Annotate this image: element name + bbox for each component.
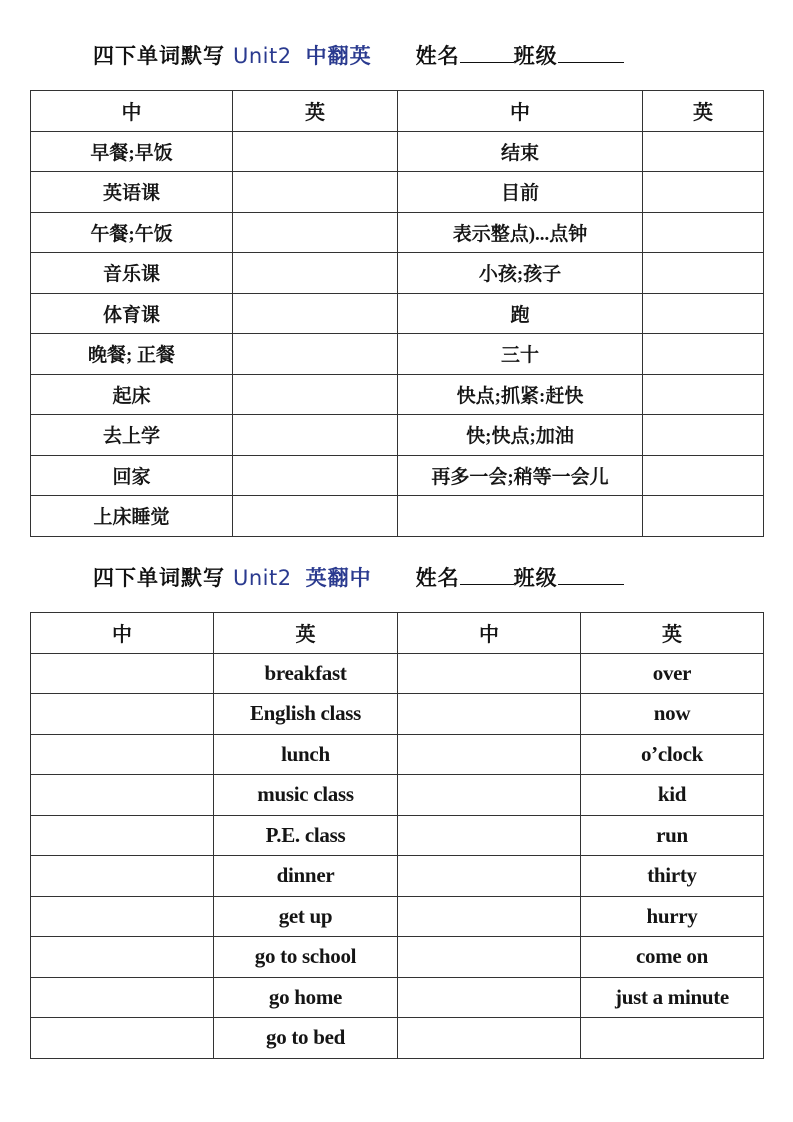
- answer-cell[interactable]: [233, 334, 398, 375]
- en-cell: P.E. class: [214, 815, 398, 856]
- answer-cell[interactable]: [233, 415, 398, 456]
- answer-cell[interactable]: [398, 856, 581, 897]
- zh-cell: 表示整点)...点钟: [398, 212, 643, 253]
- answer-cell[interactable]: [643, 172, 764, 213]
- zh-cell: 回家: [31, 455, 233, 496]
- zh-cell: 上床睡觉: [31, 496, 233, 537]
- en-cell: kid: [581, 775, 764, 816]
- answer-cell[interactable]: [643, 415, 764, 456]
- en-cell: music class: [214, 775, 398, 816]
- answer-cell[interactable]: [233, 455, 398, 496]
- section2-unit: Unit2: [233, 566, 292, 590]
- section2-mode: 英翻中: [305, 566, 372, 590]
- section1-name-blank[interactable]: [460, 44, 514, 63]
- table-row: [31, 293, 764, 334]
- table-header-row: [31, 613, 764, 654]
- section1-unit: Unit2: [233, 44, 292, 68]
- answer-cell[interactable]: [398, 1018, 581, 1059]
- table-row: [31, 694, 764, 735]
- answer-cell[interactable]: [233, 374, 398, 415]
- zh-cell: 结束: [398, 131, 643, 172]
- en-cell: run: [581, 815, 764, 856]
- section2-table: [30, 612, 764, 1059]
- answer-cell[interactable]: [31, 1018, 214, 1059]
- answer-cell[interactable]: [31, 734, 214, 775]
- en-cell: just a minute: [581, 977, 764, 1018]
- table-row: [31, 856, 764, 897]
- section2-name-label: 姓名: [415, 566, 460, 590]
- zh-cell: 体育课: [31, 293, 233, 334]
- answer-cell[interactable]: [31, 977, 214, 1018]
- table-row: [31, 775, 764, 816]
- zh-cell: 快;快点;加油: [398, 415, 643, 456]
- header-zh-1: 中: [31, 91, 233, 132]
- table-row: [31, 815, 764, 856]
- answer-cell[interactable]: [643, 496, 764, 537]
- answer-cell[interactable]: [398, 694, 581, 735]
- table-row: [31, 496, 764, 537]
- section1-title: [93, 40, 624, 76]
- zh-cell: [398, 496, 643, 537]
- table-row: [31, 896, 764, 937]
- zh-cell: 三十: [398, 334, 643, 375]
- en-cell: hurry: [581, 896, 764, 937]
- table-row: [31, 1018, 764, 1059]
- answer-cell[interactable]: [31, 694, 214, 735]
- zh-cell: 快点;抓紧:赶快: [398, 374, 643, 415]
- en-cell: go home: [214, 977, 398, 1018]
- en-cell: over: [581, 653, 764, 694]
- answer-cell[interactable]: [31, 937, 214, 978]
- zh-cell: 早餐;早饭: [31, 131, 233, 172]
- answer-cell[interactable]: [398, 815, 581, 856]
- answer-cell[interactable]: [398, 653, 581, 694]
- zh-cell: 再多一会;稍等一会儿: [398, 455, 643, 496]
- section2-title-prefix: 四下单词默写: [93, 566, 225, 590]
- zh-cell: 午餐;午饭: [31, 212, 233, 253]
- answer-cell[interactable]: [643, 253, 764, 294]
- table-row: [31, 131, 764, 172]
- section1-class-label: 班级: [513, 44, 558, 68]
- table-row: [31, 212, 764, 253]
- table-row: [31, 455, 764, 496]
- answer-cell[interactable]: [643, 131, 764, 172]
- answer-cell[interactable]: [643, 374, 764, 415]
- answer-cell[interactable]: [398, 977, 581, 1018]
- answer-cell[interactable]: [233, 253, 398, 294]
- header-zh-2: 中: [398, 91, 643, 132]
- zh-cell: 英语课: [31, 172, 233, 213]
- section1-table: [30, 90, 764, 537]
- table-row: [31, 977, 764, 1018]
- answer-cell[interactable]: [398, 937, 581, 978]
- section1-title-prefix: 四下单词默写: [93, 44, 225, 68]
- table-row: [31, 334, 764, 375]
- header-en-2: 英: [581, 613, 764, 654]
- section2-title: [93, 562, 624, 598]
- section1-name-label: 姓名: [415, 44, 460, 68]
- header-en-1: 英: [233, 91, 398, 132]
- answer-cell[interactable]: [398, 734, 581, 775]
- en-cell: go to school: [214, 937, 398, 978]
- zh-cell: 起床: [31, 374, 233, 415]
- answer-cell[interactable]: [643, 455, 764, 496]
- en-cell: get up: [214, 896, 398, 937]
- answer-cell[interactable]: [31, 815, 214, 856]
- zh-cell: 跑: [398, 293, 643, 334]
- answer-cell[interactable]: [643, 293, 764, 334]
- table-row: [31, 253, 764, 294]
- answer-cell[interactable]: [398, 775, 581, 816]
- zh-cell: 小孩;孩子: [398, 253, 643, 294]
- zh-cell: 音乐课: [31, 253, 233, 294]
- table-row: [31, 415, 764, 456]
- table-row: [31, 734, 764, 775]
- header-en-2: 英: [643, 91, 764, 132]
- header-zh-1: 中: [31, 613, 214, 654]
- en-cell: dinner: [214, 856, 398, 897]
- answer-cell[interactable]: [233, 131, 398, 172]
- section1-mode: 中翻英: [305, 44, 372, 68]
- en-cell: English class: [214, 694, 398, 735]
- table-row: [31, 653, 764, 694]
- header-en-1: 英: [214, 613, 398, 654]
- answer-cell[interactable]: [233, 496, 398, 537]
- table-header-row: [31, 91, 764, 132]
- en-cell: now: [581, 694, 764, 735]
- table-row: [31, 172, 764, 213]
- answer-cell[interactable]: [643, 212, 764, 253]
- section1-class-blank[interactable]: [558, 44, 624, 63]
- zh-cell: 目前: [398, 172, 643, 213]
- en-cell: [581, 1018, 764, 1059]
- answer-cell[interactable]: [643, 334, 764, 375]
- en-cell: o’clock: [581, 734, 764, 775]
- answer-cell[interactable]: [233, 212, 398, 253]
- answer-cell[interactable]: [31, 653, 214, 694]
- answer-cell[interactable]: [233, 172, 398, 213]
- answer-cell[interactable]: [31, 856, 214, 897]
- en-cell: go to bed: [214, 1018, 398, 1059]
- section2-class-blank[interactable]: [558, 566, 624, 585]
- en-cell: thirty: [581, 856, 764, 897]
- answer-cell[interactable]: [398, 896, 581, 937]
- en-cell: come on: [581, 937, 764, 978]
- zh-cell: 晚餐; 正餐: [31, 334, 233, 375]
- table-row: [31, 374, 764, 415]
- answer-cell[interactable]: [31, 775, 214, 816]
- header-zh-2: 中: [398, 613, 581, 654]
- table-row: [31, 937, 764, 978]
- zh-cell: 去上学: [31, 415, 233, 456]
- en-cell: lunch: [214, 734, 398, 775]
- answer-cell[interactable]: [233, 293, 398, 334]
- en-cell: breakfast: [214, 653, 398, 694]
- section2-class-label: 班级: [513, 566, 558, 590]
- answer-cell[interactable]: [31, 896, 214, 937]
- section2-name-blank[interactable]: [460, 566, 514, 585]
